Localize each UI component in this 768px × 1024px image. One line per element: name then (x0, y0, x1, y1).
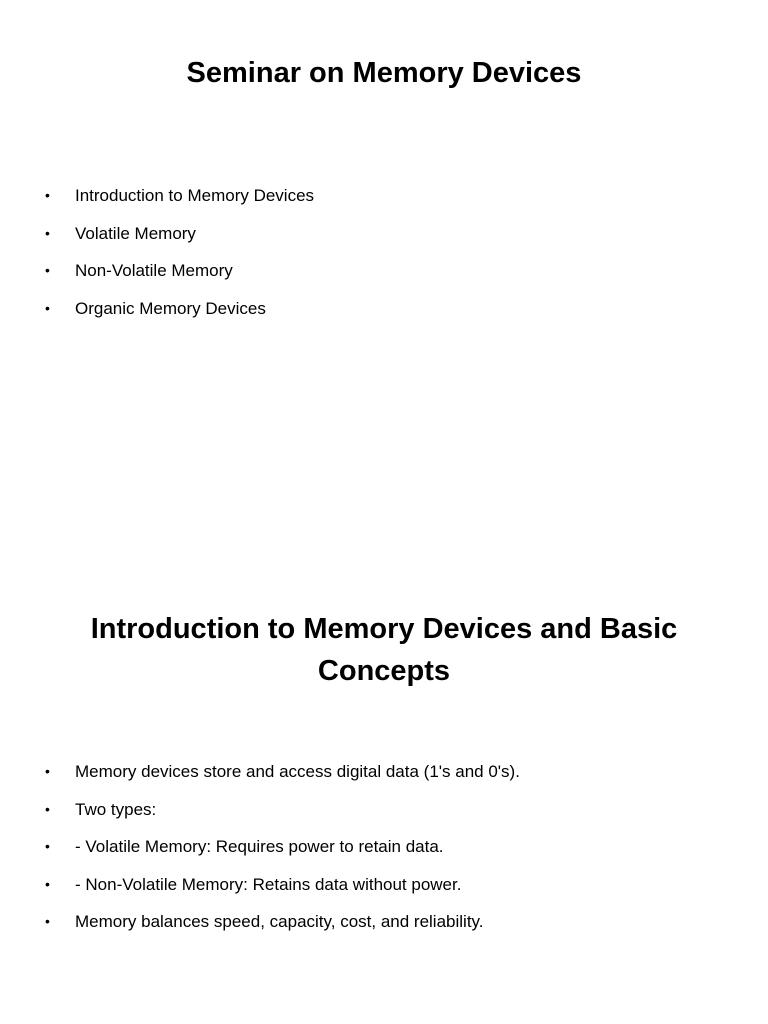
slide-2-title: Introduction to Memory Devices and Basic Concepts (90, 613, 678, 687)
slide-2 (0, 512, 768, 1024)
bullet-text: Non-Volatile Memory (75, 261, 233, 280)
bullet-text: - Non-Volatile Memory: Retains data without power. (75, 874, 462, 894)
bullet-icon: • (45, 224, 50, 241)
slide-1-bullet-list (45, 183, 728, 333)
slide-2-bullet-list (45, 759, 728, 947)
bullet-icon: • (45, 299, 50, 316)
bullet-text: Introduction to Memory Devices (75, 186, 315, 205)
slide-1-title: Seminar on Memory Devices (186, 57, 582, 89)
bullet-icon: • (45, 913, 50, 929)
slide-1-bullet-item (45, 183, 728, 221)
slide-2-bullet-item (45, 834, 728, 872)
slide-1-bullet-item (45, 221, 728, 259)
slide-2-bullet-item (45, 797, 728, 835)
slide-2-bullet-item (45, 872, 728, 910)
slide-1-bullet-item (45, 296, 728, 334)
bullet-icon: • (45, 262, 50, 278)
bullet-icon: • (45, 763, 50, 779)
slide-2-bullet-item (45, 759, 728, 797)
bullet-text: Memory balances speed, capacity, cost, and reliability. (75, 912, 484, 931)
slide-2-bullet-item (45, 909, 728, 947)
bullet-text: - Volatile Memory: Requires power to retain data. (75, 837, 444, 856)
bullet-icon: • (45, 875, 50, 892)
bullet-icon: • (45, 187, 50, 203)
bullet-icon: • (45, 800, 50, 817)
bullet-text: Volatile Memory (75, 223, 196, 243)
bullet-text: Two types: (75, 799, 157, 819)
bullet-text: Memory devices store and access digital data (1's and 0's). (75, 762, 520, 781)
bullet-icon: • (45, 838, 50, 854)
bullet-text: Organic Memory Devices (75, 298, 266, 318)
slide-1-bullet-item (45, 258, 728, 296)
